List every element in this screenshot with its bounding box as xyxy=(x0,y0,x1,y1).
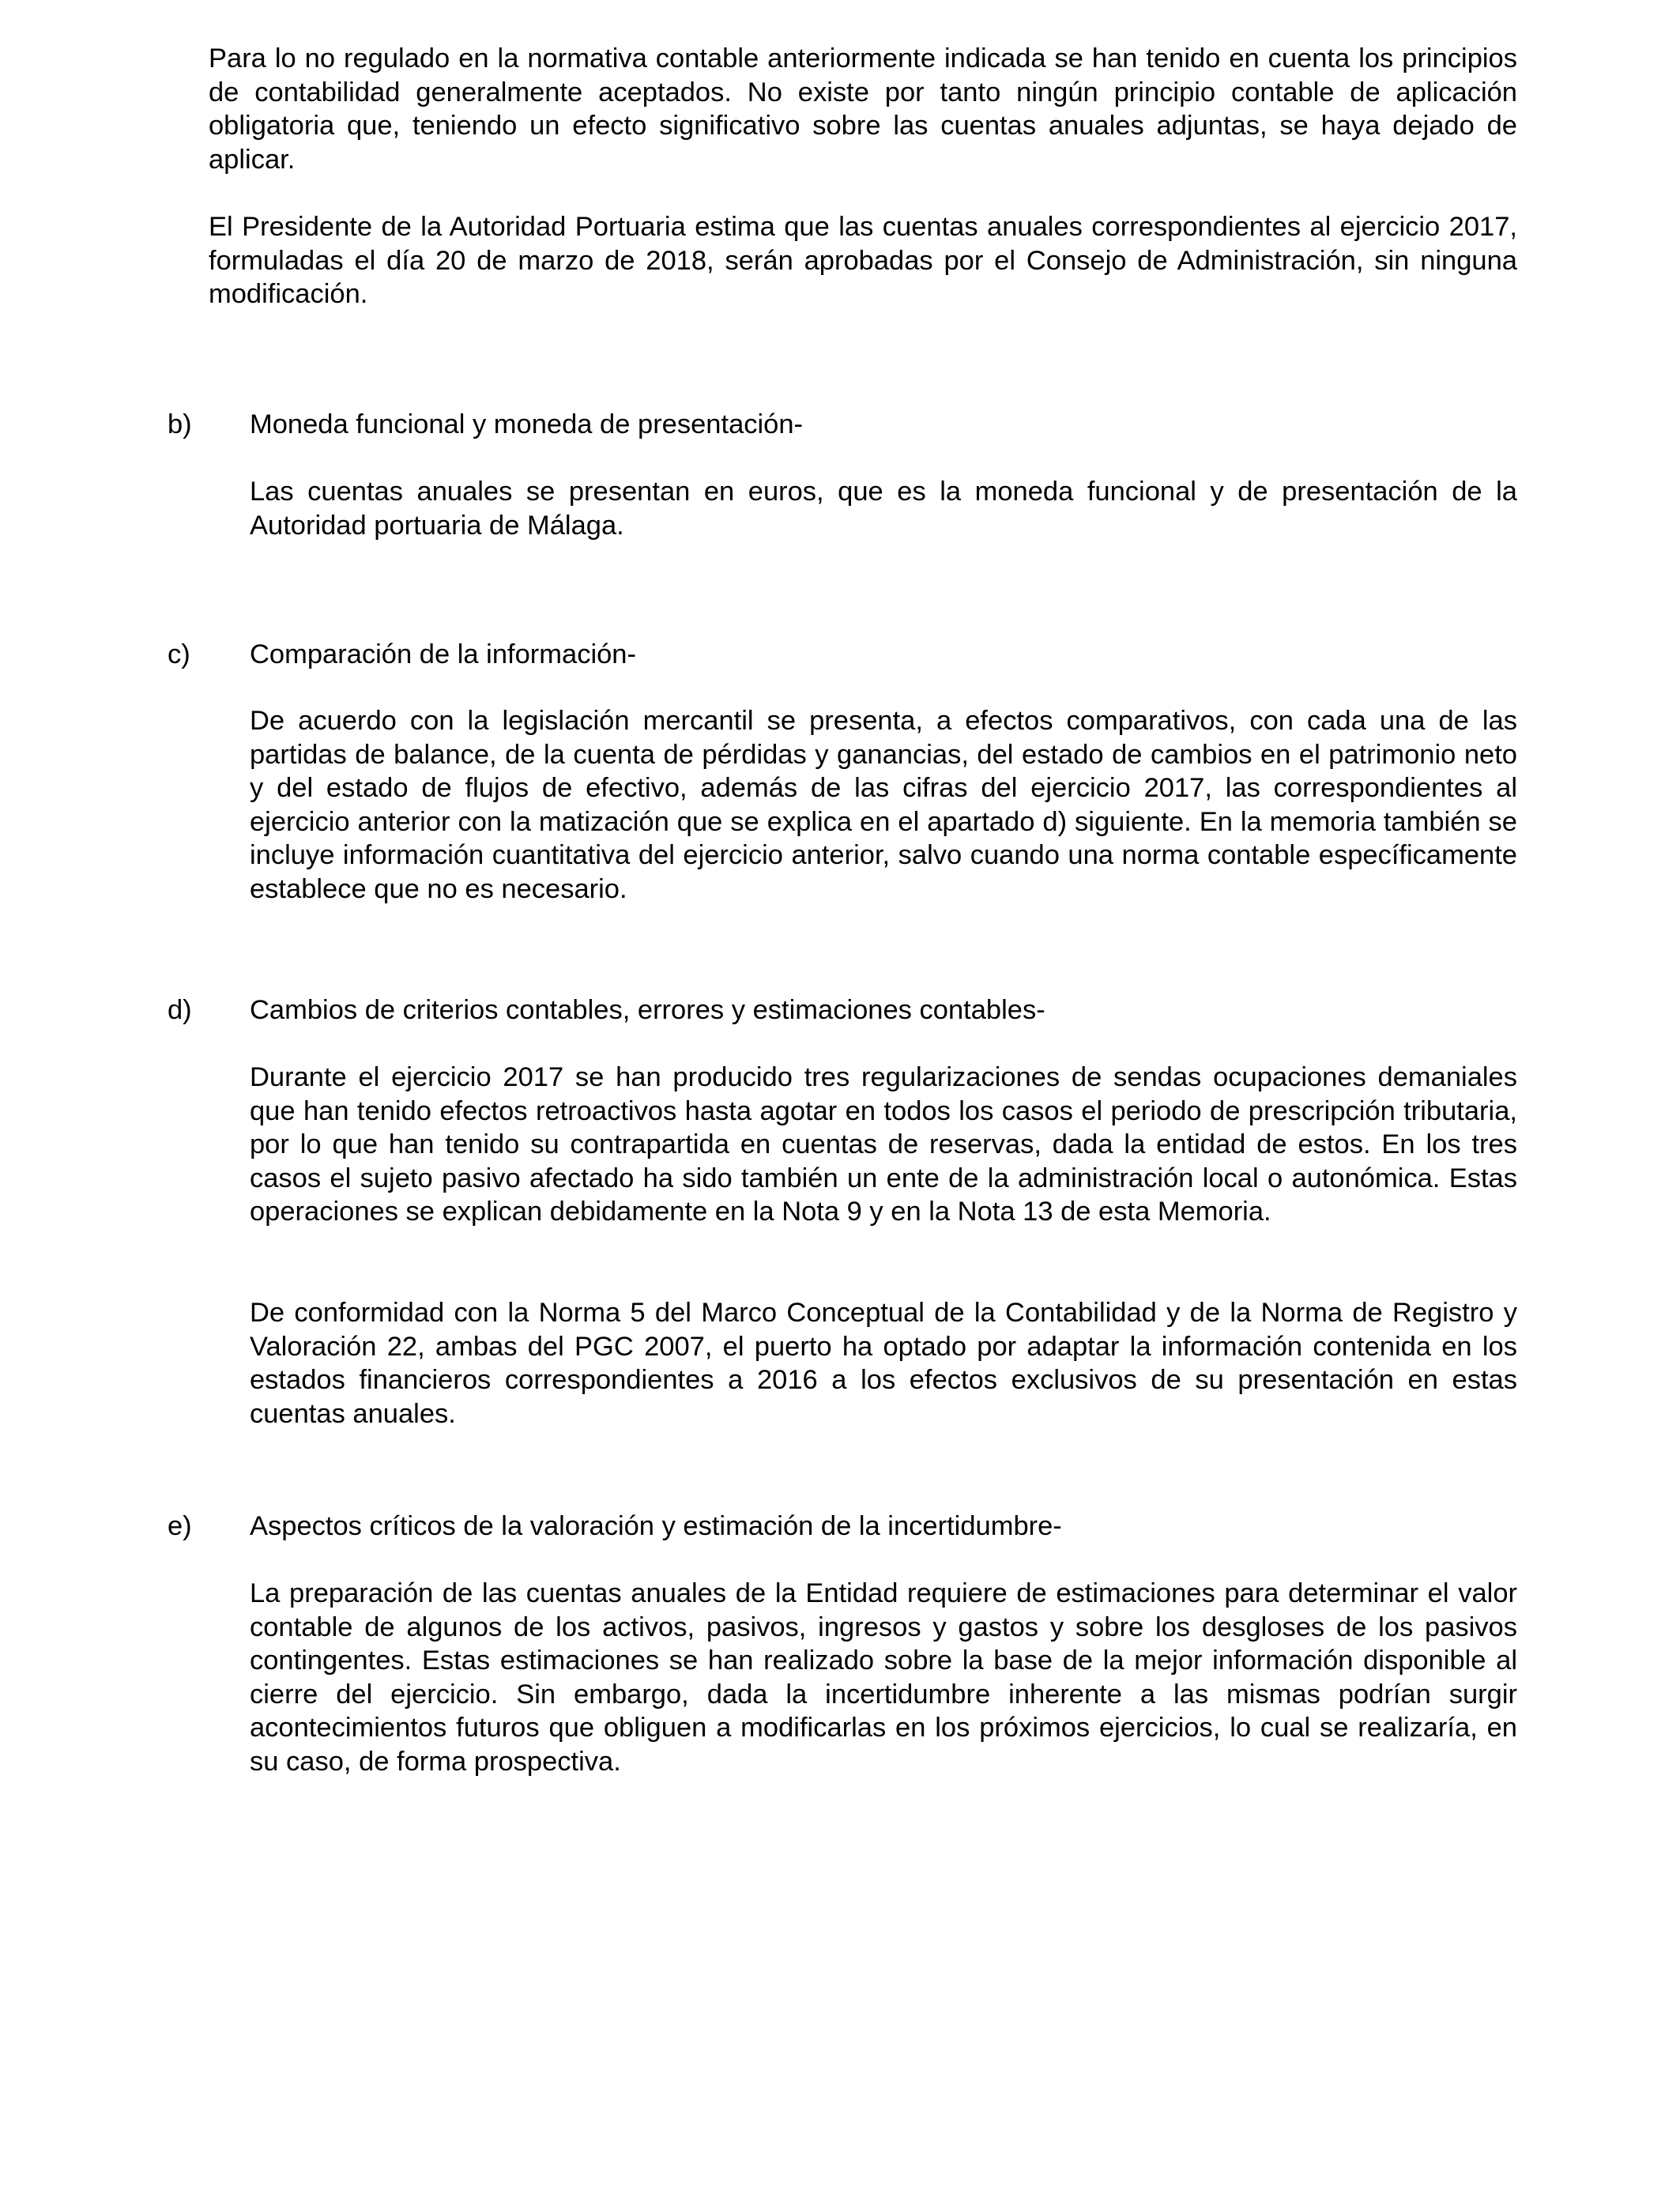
section-paragraph: Las cuentas anuales se presentan en euros, que es la moneda funcional y de presentación de la Autoridad portuaria de Málaga. xyxy=(250,477,1517,541)
section-title: Aspectos críticos de la valoración y estimación de la incertidumbre- xyxy=(250,1511,1062,1541)
section-paragraph: La preparación de las cuentas anuales de la Entidad requiere de estimaciones para determinar el valor contable de algunos de los activos, pasivos, ingresos y gastos y sobre los desgloses de los pasivos contingentes. Estas estimaciones se han realizado sobre la base de la mejor información disponible al cierre del ejercicio. Sin embargo, dada la incertidumbre inherente a las mismas podrían surgir acontecimientos futuros que obliguen a modificarlas en los próximos ejercicios, lo cual se realizaría, en su caso, de forma prospectiva. xyxy=(250,1578,1517,1777)
section-title: Cambios de criterios contables, errores y estimaciones contables- xyxy=(250,995,1045,1025)
section-title: Comparación de la información- xyxy=(250,639,636,669)
section-letter: d) xyxy=(168,995,192,1025)
section-paragraph: De acuerdo con la legislación mercantil se presenta, a efectos comparativos, con cada una de las partidas de balance, de la cuenta de pérdidas y ganancias, del estado de cambios en el patrimonio neto y del estado de flujos de efectivo, además de las cifras del ejercicio 2017, las correspondientes al ejercicio anterior con la matización que se explica en el apartado d) siguiente. En la memoria también se incluye información cuantitativa del ejercicio anterior, salvo cuando una norma contable específicamente establece que no es necesario. xyxy=(250,706,1517,904)
section-paragraph: Durante el ejercicio 2017 se han producido tres regularizaciones de sendas ocupaciones demaniales que han tenido efectos retroactivos hasta agotar en todos los casos el periodo de prescripción tributaria, por lo que han tenido su contrapartida en cuentas de reservas, dada la entidad de estos. En los tres casos el sujeto pasivo afectado ha sido también un ente de la administración local o autonómica. Estas operaciones se explican debidamente en la Nota 9 y en la Nota 13 de esta Memoria. xyxy=(250,1062,1517,1227)
section-letter: e) xyxy=(168,1511,192,1541)
section-title: Moneda funcional y moneda de presentación- xyxy=(250,409,804,439)
intro-paragraph-1: Para lo no regulado en la normativa contable anteriormente indicada se han tenido en cuenta los principios de contabilidad generalmente aceptados. No existe por tanto ningún principio contable de aplicación obligatoria que, teniendo un efecto significativo sobre las cuentas anuales adjuntas, se haya dejado de aplicar. xyxy=(209,43,1517,175)
section-paragraph: De conformidad con la Norma 5 del Marco Conceptual de la Contabilidad y de la Norma de Registro y Valoración 22, ambas del PGC 2007, el puerto ha optado por adaptar la información contenida en los estados financieros correspondientes a 2016 a los efectos exclusivos de su presentación en estas cuentas anuales. xyxy=(250,1298,1517,1429)
section-letter: b) xyxy=(168,409,192,439)
intro-paragraph-2: El Presidente de la Autoridad Portuaria estima que las cuentas anuales correspondientes al ejercicio 2017, formuladas el día 20 de marzo de 2018, serán aprobadas por el Consejo de Administración, sin ninguna modificación. xyxy=(209,212,1517,309)
section-letter: c) xyxy=(168,639,190,669)
